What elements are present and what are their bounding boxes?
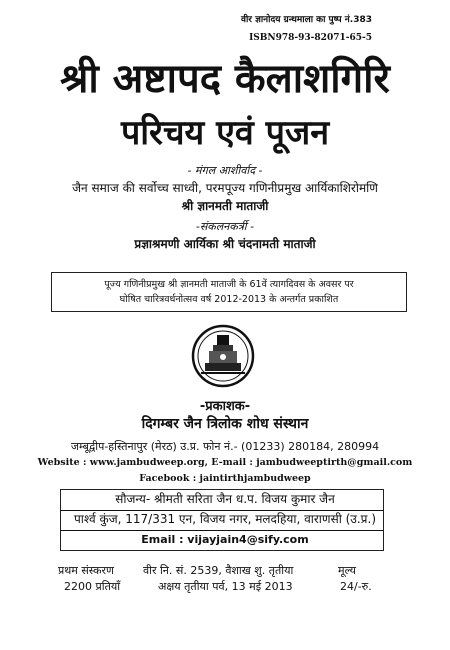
sponsor-line: सौजन्य- श्रीमती सरिता जैन ध.प. विजय कुमार जैन	[115, 492, 335, 506]
copies-count: 2200 प्रतियाँ	[64, 580, 121, 593]
era-date: वीर नि. सं. 2539, वैशाख शु. तृतीया	[143, 564, 294, 577]
notice-line-1: पूज्य गणिनीप्रमुख श्री ज्ञानमती माताजी के 61वें त्यागदिवस के अवसर पर	[104, 279, 354, 290]
book-title-line-1: श्री अष्टापद कैलाशगिरि	[60, 56, 390, 102]
blessing-name: श्री ज्ञानमती माताजी	[181, 199, 269, 213]
edition-label: प्रथम संस्करण	[58, 564, 114, 577]
publisher-address: जम्बूद्वीप-हस्तिनापुर (मेरठ) उ.प्र. फोन नं.- (01233) 280184, 280994	[70, 440, 380, 453]
notice-line-2: घोषित चारित्रवर्धनोत्सव वर्ष 2012-2013 के अन्तर्गत प्रकाशित	[119, 294, 339, 305]
publisher-website-email: Website : www.jambudweep.org, E-mail : jambudweeptirth@gmail.com	[37, 457, 413, 468]
price-value: 24/-रु.	[340, 580, 372, 593]
publication-notice-box	[51, 272, 407, 312]
publisher-label: -प्रकाशक-	[199, 399, 251, 414]
isbn-number: ISBN978-93-82071-65-5	[249, 33, 372, 43]
blessing-label: - मंगल आशीर्वाद -	[187, 164, 263, 177]
sponsor-email: Email : vijayjain4@sify.com	[141, 533, 309, 546]
book-title-line-2: परिचय एवं पूजन	[120, 113, 330, 153]
compiler-label: -संकलनकर्त्री -	[195, 220, 255, 233]
series-number: वीर ज्ञानोदय ग्रन्थमाला का पुष्प नं.383	[240, 15, 372, 25]
blessing-description: जैन समाज की सर्वोच्च साध्वी, परमपूज्य गणिनीप्रमुख आर्यिकाशिरोमणि	[72, 181, 378, 195]
institution-emblem-icon	[187, 323, 259, 389]
divider	[61, 530, 383, 531]
compiler-name: प्रज्ञाश्रमणी आर्यिका श्री चंदनामती माताजी	[134, 237, 316, 251]
publisher-name: दिगम्बर जैन त्रिलोक शोध संस्थान	[141, 416, 309, 432]
sponsor-address: पार्श्व कुंज, 117/331 एन, विजय नगर, मलदहिया, वाराणसी (उ.प्र.)	[73, 512, 377, 526]
price-label: मूल्य	[338, 564, 356, 577]
publisher-facebook: Facebook : jaintirthjambudweep	[139, 473, 311, 484]
festival-date: अक्षय तृतीया पर्व, 13 मई 2013	[158, 580, 293, 593]
